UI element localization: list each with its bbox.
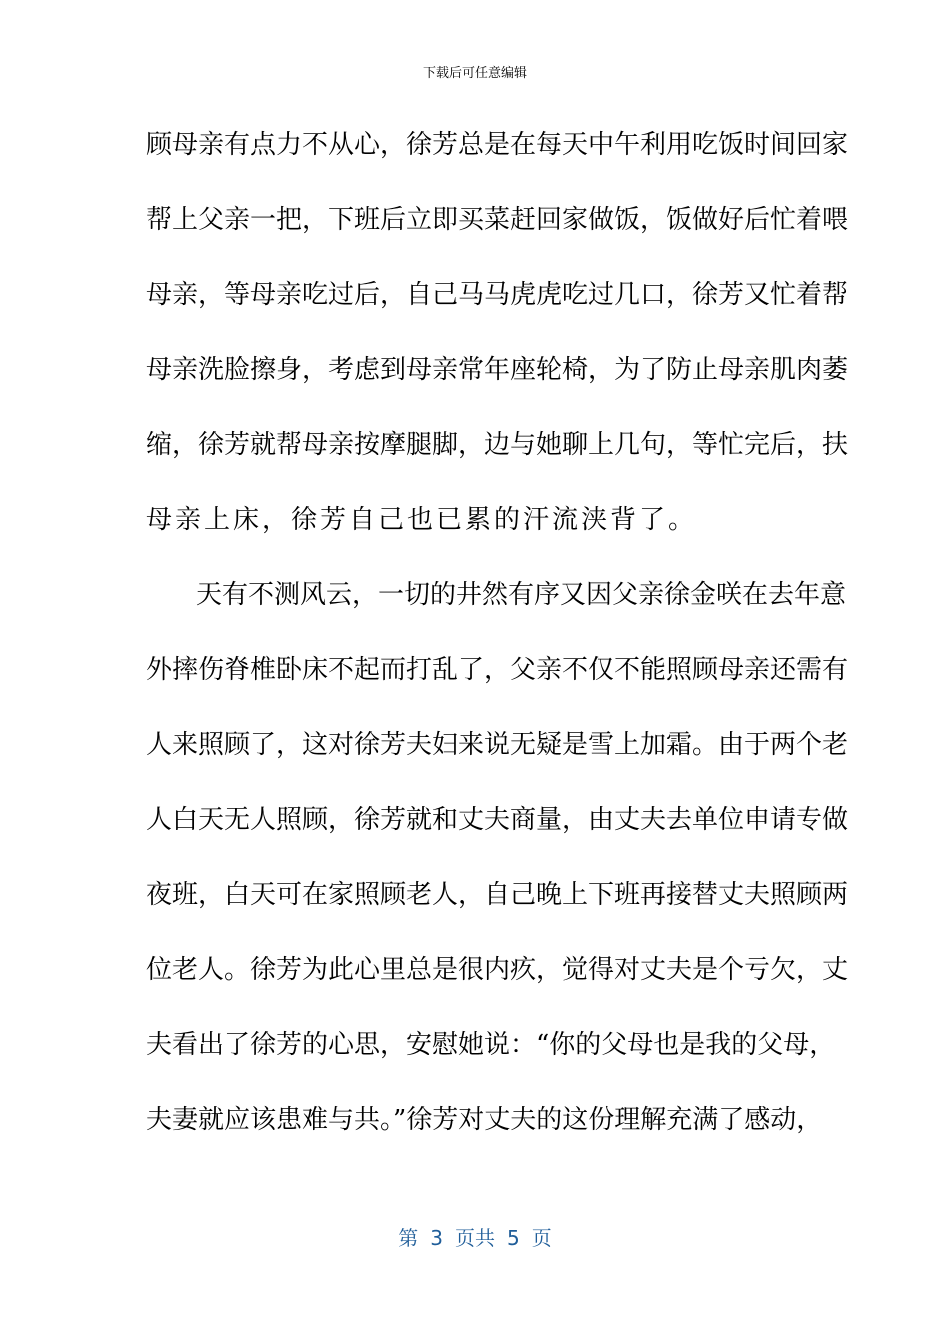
paragraph: [146, 572, 849, 1172]
text-line: 缩，徐芳就帮母亲按摩腿脚，边与她聊上几句，等忙完后，扶: [146, 430, 849, 460]
text-line: 夜班，白天可在家照顾老人，自己晚上下班再接替丈夫照顾两: [146, 880, 849, 910]
footer-prefix: 第: [398, 1226, 419, 1250]
text-line: 人白天无人照顾，徐芳就和丈夫商量，由丈夫去单位申请专做: [146, 805, 849, 835]
text-line: 母亲上床，徐芳自己也已累的汗流浃背了。: [146, 505, 698, 535]
text-line: 母亲，等母亲吃过后，自己马马虎虎吃过几口，徐芳又忙着帮: [146, 280, 849, 310]
text-line: 帮上父亲一把，下班后立即买菜赶回家做饭，饭做好后忙着喂: [146, 205, 849, 235]
text-line: 母亲洗脸擦身，考虑到母亲常年座轮椅，为了防止母亲肌肉萎: [146, 355, 849, 385]
footer-total-pages: 5: [507, 1226, 520, 1250]
text-line: 夫妻就应该患难与共。”徐芳对丈夫的这份理解充满了感动，: [146, 1105, 823, 1135]
text-line: 人来照顾了，这对徐芳夫妇来说无疑是雪上加霜。由于两个老: [146, 730, 849, 760]
text-line: 位老人。徐芳为此心里总是很内疚，觉得对丈夫是个亏欠，丈: [146, 955, 849, 985]
document-body: [146, 122, 849, 1172]
footer-current-page: 3: [430, 1226, 443, 1250]
text-line: 外摔伤脊椎卧床不起而打乱了，父亲不仅不能照顾母亲还需有: [146, 655, 849, 685]
text-line: 夫看出了徐芳的心思，安慰她说：“你的父母也是我的父母，: [146, 1030, 836, 1060]
text-line: 天有不测风云，一切的井然有序又因父亲徐金咲在去年意: [196, 580, 847, 610]
header-text: 下载后可任意编辑: [422, 66, 527, 81]
page-footer: [0, 1224, 950, 1252]
footer-suffix: 页: [531, 1226, 552, 1250]
text-line: 顾母亲有点力不从心，徐芳总是在每天中午利用吃饭时间回家: [146, 130, 849, 160]
footer-middle: 页共: [455, 1226, 495, 1250]
paragraph: [146, 122, 849, 572]
page-header: [0, 66, 950, 82]
